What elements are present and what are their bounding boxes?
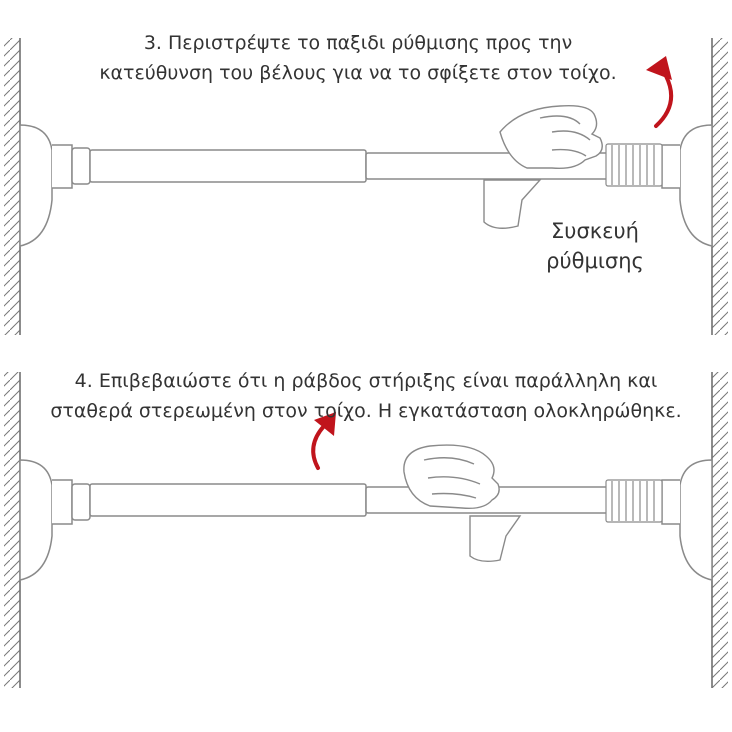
step-4-panel: [0, 360, 732, 700]
adjustment-knob: [606, 144, 662, 186]
right-wall-mount: [662, 125, 712, 246]
step-3-panel: [0, 0, 732, 360]
adjustment-knob: [606, 480, 662, 522]
step-3-line-2: κατεύθυνση του βέλους για να το σφίξετε στον τοίχο.: [99, 62, 617, 84]
adjustment-device-label: [530, 216, 660, 276]
step-4-instruction: [0, 366, 732, 426]
step-4-line-2: σταθερά στερεωμένη στον τοίχο. Η εγκατάσταση ολοκληρώθηκε.: [50, 400, 682, 422]
right-wall-mount: [662, 460, 712, 580]
left-wall-mount: [20, 460, 90, 580]
tension-rod: [90, 484, 610, 516]
step-4-line-1: 4. Επιβεβαιώστε ότι η ράβδος στήριξης είναι παράλληλη και: [74, 370, 658, 392]
step-3-line-1: 3. Περιστρέψτε το παξιδι ρύθμισης προς την: [143, 32, 573, 54]
step-3-instruction: [0, 28, 732, 88]
left-wall-mount: [20, 125, 90, 246]
label-line-2: ρύθμισης: [546, 249, 644, 273]
label-line-1: Συσκευή: [551, 219, 639, 243]
